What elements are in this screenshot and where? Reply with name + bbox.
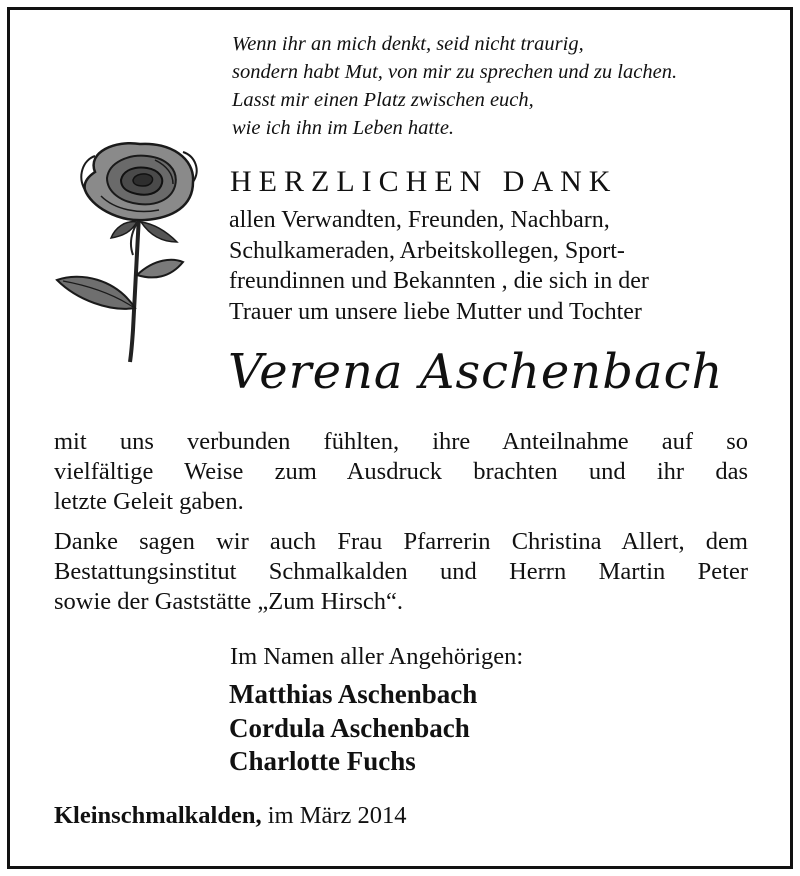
thanks-line: allen Verwandten, Freunden, Nachbarn, <box>229 207 610 233</box>
paragraph-line: letzte Geleit gaben. <box>54 488 244 515</box>
deceased-name: Verena Aschenbach <box>228 344 724 400</box>
poem-line: sondern habt Mut, von mir zu sprechen und zu lachen. <box>232 61 678 83</box>
signer-name: Matthias Aschenbach <box>229 679 478 709</box>
thanks-line: freundinnen und Bekannten , die sich in der <box>229 268 649 294</box>
place-town: Kleinschmalkalden, <box>54 802 262 829</box>
paragraph-line: sowie der Gaststätte „Zum Hirsch“. <box>54 588 404 615</box>
thanks-text <box>229 205 759 327</box>
rose-icon <box>55 140 205 365</box>
poem-line: Wenn ihr an mich denkt, seid nicht traurig, <box>232 33 584 55</box>
paragraph-line: Danke sagen wir auch Frau Pfarrerin Christina Allert, dem <box>54 528 748 555</box>
paragraph-1 <box>54 427 748 517</box>
poem-line: wie ich ihn im Leben hatte. <box>232 117 455 139</box>
paragraph-line: vielfältige Weise zum Ausdruck brachten und ihr das <box>54 458 748 485</box>
place-date <box>54 800 407 832</box>
on-behalf-line: Im Namen aller Angehörigen: <box>230 643 524 670</box>
paragraph-2 <box>54 527 748 617</box>
signer-name: Cordula Aschenbach <box>229 712 470 743</box>
poem <box>232 30 772 142</box>
place-date-text: im März 2014 <box>261 802 407 829</box>
signers <box>229 678 477 779</box>
thanks-line: Schulkameraden, Arbeitskollegen, Sport- <box>229 237 625 264</box>
poem-line: Lasst mir einen Platz zwischen euch, <box>232 89 534 111</box>
paragraph-line: mit uns verbunden fühlten, ihre Anteilnahme auf so <box>54 428 748 455</box>
heading: HERZLICHEN DANK <box>230 165 618 198</box>
thanks-line: Trauer um unsere liebe Mutter und Tochter <box>229 298 642 325</box>
paragraph-line: Bestattungsinstitut Schmalkalden und Herrn Martin Peter <box>54 558 748 585</box>
signer-name: Charlotte Fuchs <box>229 746 416 776</box>
